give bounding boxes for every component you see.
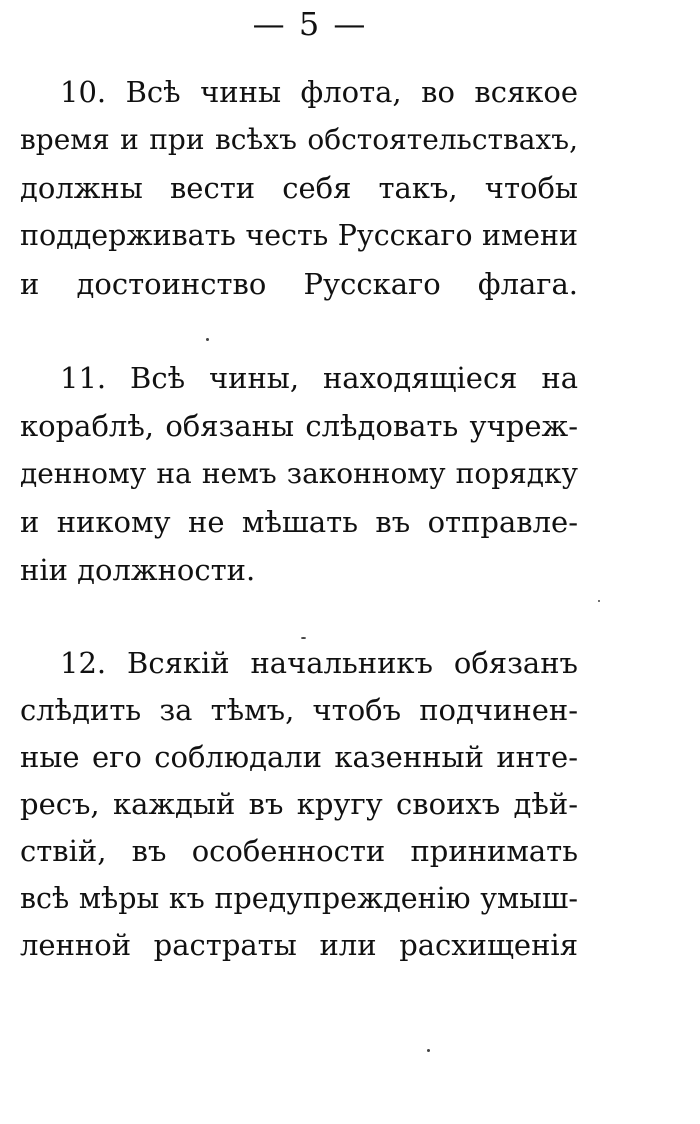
article-11-line-3: денному на немъ законному порядку xyxy=(20,457,578,490)
article-10-line-2: время и при всѣхъ обстоятельствахъ, xyxy=(20,123,578,156)
scan-speck xyxy=(427,1049,430,1052)
article-12-line-6: всѣ мѣры къ предупрежденію умыш- xyxy=(20,882,578,915)
article-12-line-3: ные его соблюдали казенный инте- xyxy=(20,740,578,774)
article-12-line-1: 12. Всякій начальникъ обязанъ xyxy=(60,646,578,680)
article-10-line-4: поддерживать честь Русскаго имени xyxy=(20,219,578,252)
article-11 xyxy=(20,354,578,594)
article-11-line-1: 11. Всѣ чины, находящіеся на xyxy=(60,361,578,395)
article-10-line-5: и достоинство Русскаго флага. xyxy=(20,267,578,301)
article-12-line-2: слѣдить за тѣмъ, чтобъ подчинен- xyxy=(20,693,578,727)
article-12-line-4: ресъ, каждый въ кругу своихъ дѣй- xyxy=(20,787,578,821)
page-number: — 5 — xyxy=(252,5,368,43)
article-11-line-4: и никому не мѣшать въ отправле- xyxy=(20,505,578,539)
article-12-line-5: ствій, въ особенности принимать xyxy=(20,834,578,868)
article-10-line-3: должны вести себя такъ, чтобы xyxy=(20,171,578,205)
article-12-line-7: ленной растраты или расхищенія xyxy=(20,928,578,962)
article-12 xyxy=(20,640,578,969)
scan-speck xyxy=(206,338,209,341)
scan-speck xyxy=(301,637,306,639)
article-10 xyxy=(20,68,578,308)
scan-speck xyxy=(598,600,600,602)
article-10-line-1: 10. Всѣ чины флота, во всякое xyxy=(60,75,578,109)
article-11-line-5: ніи должности. xyxy=(20,553,256,587)
article-11-line-2: кораблѣ, обязаны слѣдовать учреж- xyxy=(20,409,578,443)
